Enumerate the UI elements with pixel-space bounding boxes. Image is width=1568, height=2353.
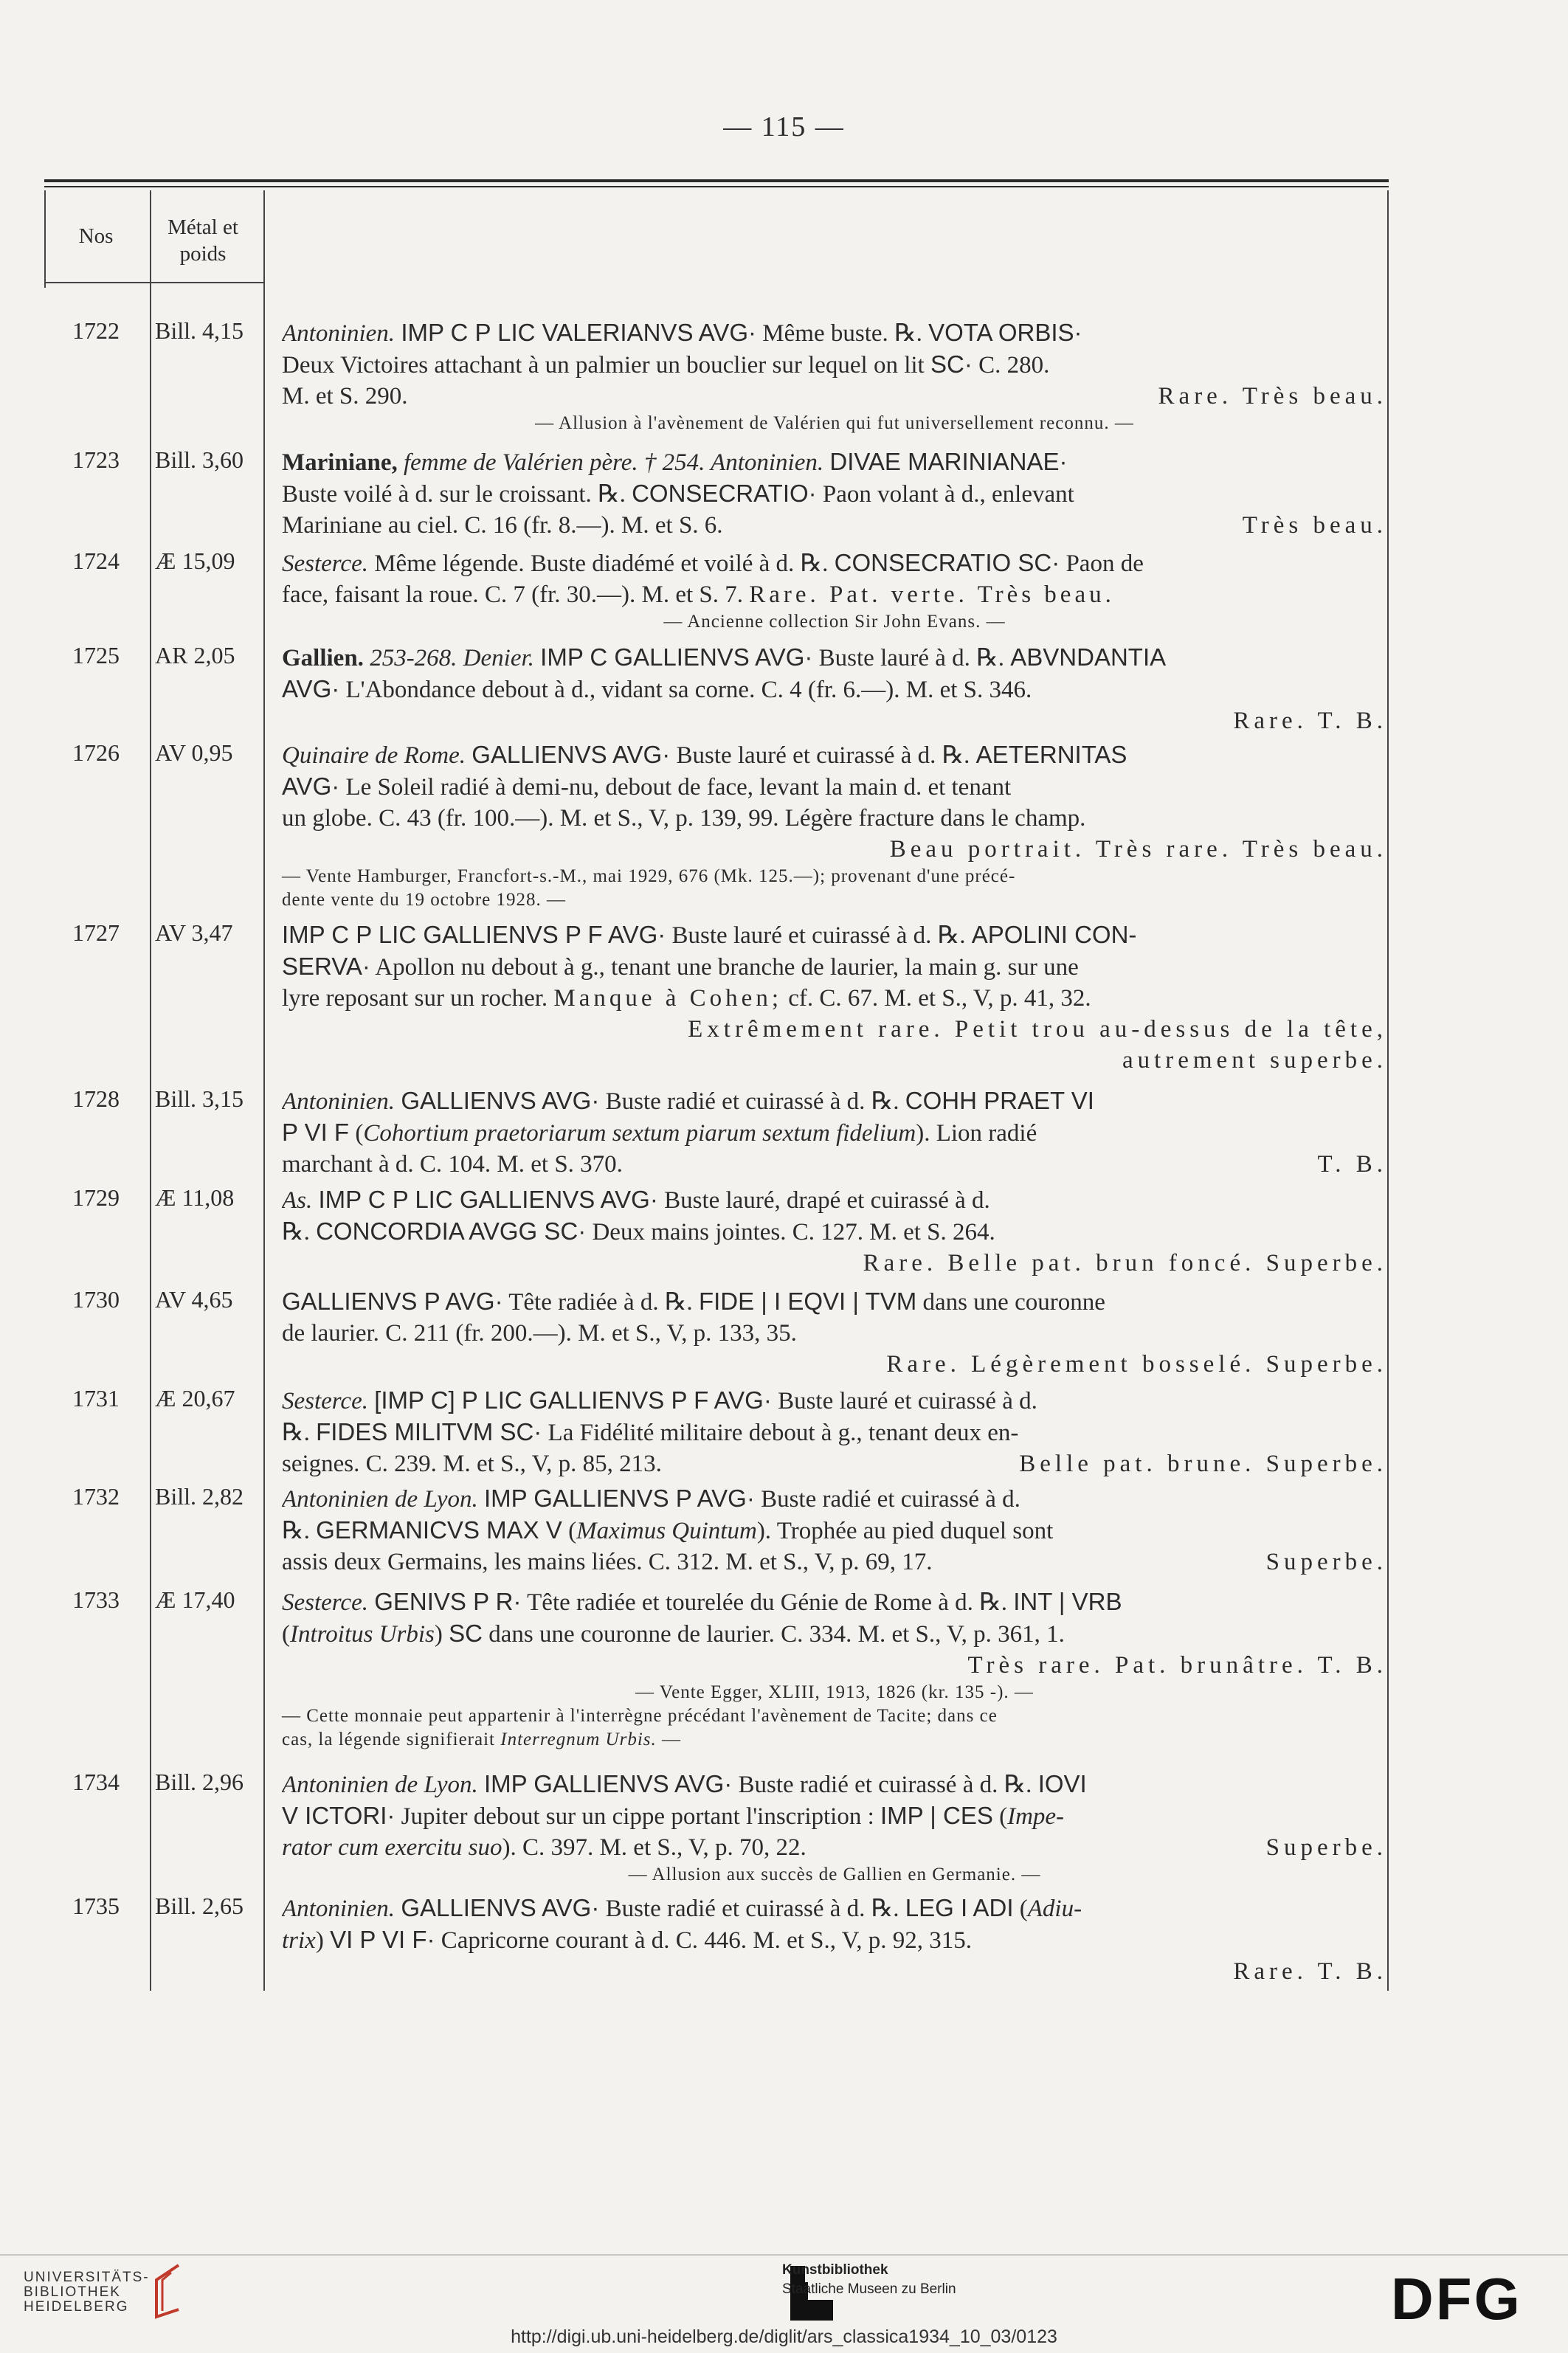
description-line: V ICTORI· Jupiter debout sur un cippe portant l'inscription : IMP | CES (Impe-	[282, 1802, 1065, 1830]
kunstbibliothek-text	[782, 2261, 956, 2299]
ub-logo-line3: HEIDELBERG	[24, 2299, 129, 2315]
description-line: Très rare. Pat. brunâtre. T. B.	[967, 1652, 1387, 1679]
entry-number: 1731	[72, 1385, 120, 1412]
description-line: Sesterce. [IMP C] P LIC GALLIENVS P F AVG· Buste lauré et cuirassé à d.	[282, 1386, 1037, 1414]
entry-metal-weight: Æ 15,09	[155, 547, 235, 574]
entry-metal-weight: Bill. 2,65	[155, 1893, 244, 1919]
entry-metal-weight: Bill. 2,82	[155, 1483, 244, 1510]
entry-metal-weight: Bill. 3,60	[155, 446, 244, 473]
description-line: IMP C P LIC GALLIENVS P F AVG· Buste lauré et cuirassé à d. ℞. APOLINI CON-	[282, 921, 1137, 949]
description-line: Antoninien. GALLIENVS AVG· Buste radié et cuirassé à d. ℞. COHH PRAET VI	[282, 1087, 1094, 1115]
description-line: rator cum exercitu suo). C. 397. M. et S., V, p. 70, 22. Superbe.	[282, 1834, 1387, 1861]
entry-metal-weight: Bill. 3,15	[155, 1085, 244, 1112]
entry-note: — Ancienne collection Sir John Evans. —	[663, 612, 1006, 632]
description-line: Mariniane, femme de Valérien père. † 254. Antoninien. DIVAE MARINIANAE·	[282, 448, 1068, 476]
entry-number: 1734	[72, 1769, 120, 1795]
table-border-left	[44, 190, 46, 288]
entry-description	[282, 919, 1387, 1076]
kb-line2: Staatliche Museen zu Berlin	[782, 2281, 956, 2297]
description-line: Quinaire de Rome. GALLIENVS AVG· Buste lauré et cuirassé à d. ℞. AETERNITAS	[282, 741, 1127, 769]
entry-description	[282, 446, 1387, 541]
description-line: un globe. C. 43 (fr. 100.—). M. et S., V, p. 139, 99. Légère fracture dans le champ.	[282, 805, 1086, 832]
header-underline-nos	[46, 282, 150, 283]
description-line: Sesterce. Même légende. Buste diadémé et voilé à d. ℞. CONSECRATIO SC· Paon de	[282, 549, 1144, 577]
description-line: Antoninien. GALLIENVS AVG· Buste radié et cuirassé à d. ℞. LEG I ADI (Adiu-	[282, 1894, 1082, 1922]
footer-divider	[0, 2254, 1568, 2256]
description-line: Sesterce. GENIVS P R· Tête radiée et tourelée du Génie de Rome à d. ℞. INT | VRB	[282, 1588, 1122, 1616]
dfg-logo: DFG	[1391, 2266, 1522, 2332]
entry-number: 1722	[72, 317, 120, 344]
column-header-nos: Nos	[78, 224, 114, 248]
entry-metal-weight: Æ 11,08	[155, 1184, 235, 1211]
entry-number: 1732	[72, 1483, 120, 1510]
entry-description	[282, 642, 1387, 736]
description-line: seignes. C. 239. M. et S., V, p. 85, 213. Belle pat. brune. Superbe.	[282, 1451, 1387, 1477]
entry-description	[282, 1586, 1387, 1752]
description-line: Rare. Légèrement bosselé. Superbe.	[886, 1351, 1387, 1378]
column-header-metal	[148, 214, 258, 267]
description-line: ℞. GERMANICVS MAX V (Maximus Quintum). Trophée au pied duquel sont	[282, 1516, 1054, 1544]
entry-description	[282, 547, 1387, 634]
description-line: autrement superbe.	[1122, 1047, 1387, 1074]
table-top-rule-thin	[44, 186, 1389, 187]
description-line: Mariniane au ciel. C. 16 (fr. 8.—). M. et S. 6. Très beau.	[282, 512, 1387, 539]
entry-metal-weight: AR 2,05	[155, 642, 235, 668]
ub-mark-icon	[142, 2258, 186, 2324]
page-number: — 115 —	[723, 111, 845, 142]
description-line: lyre reposant sur un rocher. Manque à Cohen; cf. C. 67. M. et S., V, p. 41, 32.	[282, 985, 1091, 1012]
entry-number: 1733	[72, 1586, 120, 1613]
ub-logo-line2: BIBLIOTHEK	[24, 2284, 121, 2300]
entry-number: 1724	[72, 547, 120, 574]
entry-metal-weight: AV 3,47	[155, 919, 233, 946]
description-line: Buste voilé à d. sur le croissant. ℞. CONSECRATIO· Paon volant à d., enlevant	[282, 480, 1074, 508]
description-line: ℞. CONCORDIA AVGG SC· Deux mains jointes. C. 127. M. et S. 264.	[282, 1217, 995, 1245]
description-line: Antoninien de Lyon. IMP GALLIENVS P AVG· Buste radié et cuirassé à d.	[282, 1485, 1020, 1513]
description-line: Rare. T. B.	[1233, 1958, 1387, 1985]
header-underline-metal	[150, 282, 263, 283]
description-line: face, faisant la roue. C. 7 (fr. 30.—). M. et S. 7. Rare. Pat. verte. Très beau.	[282, 581, 1115, 608]
entry-number: 1730	[72, 1286, 120, 1313]
table-border-right	[1387, 190, 1389, 1991]
ub-heidelberg-logo	[24, 2270, 150, 2315]
description-line: de laurier. C. 211 (fr. 200.—). M. et S., V, p. 133, 35.	[282, 1320, 797, 1347]
description-line: ℞. FIDES MILITVM SC· La Fidélité militaire debout à g., tenant deux en-	[282, 1418, 1019, 1446]
description-line: Antoninien. IMP C P LIC VALERIANVS AVG· Même buste. ℞. VOTA ORBIS·	[282, 319, 1082, 347]
description-line: trix) VI P VI F· Capricorne courant à d. C. 446. M. et S., V, p. 92, 315.	[282, 1926, 972, 1954]
entry-description	[282, 317, 1387, 435]
entry-number: 1728	[72, 1085, 120, 1112]
entry-metal-weight: AV 0,95	[155, 739, 233, 766]
entry-description	[282, 1184, 1387, 1279]
entry-note: — Vente Hamburger, Francfort-s.-M., mai 1929, 676 (Mk. 125.—); provenant d'une précé- dente vente du 19 octobre 1928. —	[282, 866, 1016, 910]
description-line: Rare. T. B.	[1233, 708, 1387, 734]
description-line: AVG· L'Abondance debout à d., vidant sa corne. C. 4 (fr. 6.—). M. et S. 346.	[282, 675, 1032, 703]
column-header-metal-line1: Métal et	[167, 215, 238, 239]
description-line: Extrêmement rare. Petit trou au-dessus de la tête,	[688, 1016, 1387, 1043]
entry-metal-weight: Æ 20,67	[155, 1385, 235, 1412]
description-line: Rare. Belle pat. brun foncé. Superbe.	[863, 1250, 1387, 1276]
description-line: AVG· Le Soleil radié à demi-nu, debout de face, levant la main d. et tenant	[282, 773, 1012, 801]
description-line: Beau portrait. Très rare. Très beau.	[889, 836, 1387, 863]
description-line: Antoninien de Lyon. IMP GALLIENVS AVG· Buste radié et cuirassé à d. ℞. IOVI	[282, 1770, 1087, 1798]
table-top-rule	[44, 179, 1389, 182]
entry-metal-weight: Bill. 2,96	[155, 1769, 244, 1795]
description-line: P VI F (Cohortium praetoriarum sextum piarum sextum fidelium). Lion radié	[282, 1119, 1037, 1147]
entry-number: 1729	[72, 1184, 120, 1211]
entry-metal-weight: AV 4,65	[155, 1286, 233, 1313]
entry-number: 1735	[72, 1893, 120, 1919]
entry-description	[282, 739, 1387, 912]
description-line: assis deux Germains, les mains liées. C. 312. M. et S., V, p. 69, 17. Superbe.	[282, 1549, 1387, 1575]
source-url[interactable]: http://digi.ub.uni-heidelberg.de/diglit/ars_classica1934_10_03/0123	[511, 2326, 1057, 2347]
entry-description	[282, 1085, 1387, 1180]
description-line: As. IMP C P LIC GALLIENVS AVG· Buste lauré, drapé et cuirassé à d.	[282, 1186, 990, 1214]
entry-description	[282, 1286, 1387, 1380]
entry-metal-weight: Æ 17,40	[155, 1586, 235, 1613]
description-line: GALLIENVS P AVG· Tête radiée à d. ℞. FIDE | I EQVI | TVM dans une couronne	[282, 1288, 1105, 1316]
entry-number: 1726	[72, 739, 120, 766]
description-line: (Introitus Urbis) SC dans une couronne de laurier. C. 334. M. et S., V, p. 361, 1.	[282, 1620, 1065, 1648]
entry-number: 1727	[72, 919, 120, 946]
kb-line1: Kunstbibliothek	[782, 2262, 888, 2278]
entry-note: — Vente Egger, XLIII, 1913, 1826 (kr. 135 -). —	[635, 1682, 1034, 1702]
column-header-metal-line2: poids	[179, 242, 227, 266]
entry-note: — Allusion à l'avènement de Valérien qui fut universellement reconnu. —	[535, 413, 1134, 433]
entry-description	[282, 1893, 1387, 1987]
description-line: Deux Victoires attachant à un palmier un bouclier sur lequel on lit SC· C. 280.	[282, 350, 1050, 379]
description-line: SERVA· Apollon nu debout à g., tenant une branche de laurier, la main g. sur une	[282, 953, 1079, 981]
description-line: Gallien. 253-268. Denier. IMP C GALLIENVS AVG· Buste lauré à d. ℞. ABVNDANTIA	[282, 643, 1167, 671]
description-line: M. et S. 290. Rare. Très beau.	[282, 383, 1387, 410]
entry-description	[282, 1769, 1387, 1887]
entry-number: 1725	[72, 642, 120, 668]
entry-note: — Allusion aux succès de Gallien en Germanie. —	[628, 1865, 1041, 1884]
entry-description	[282, 1483, 1387, 1578]
ub-logo-line1: UNIVERSITÄTS-	[24, 2270, 150, 2285]
entry-metal-weight: Bill. 4,15	[155, 317, 244, 344]
description-line: marchant à d. C. 104. M. et S. 370. T. B.	[282, 1151, 1387, 1178]
entry-description	[282, 1385, 1387, 1479]
entry-note: — Cette monnaie peut appartenir à l'interrègne précédant l'avènement de Tacite; dans ce cas, la légende signifierait Interregnum Urbis. —	[282, 1706, 998, 1749]
entry-number: 1723	[72, 446, 120, 473]
